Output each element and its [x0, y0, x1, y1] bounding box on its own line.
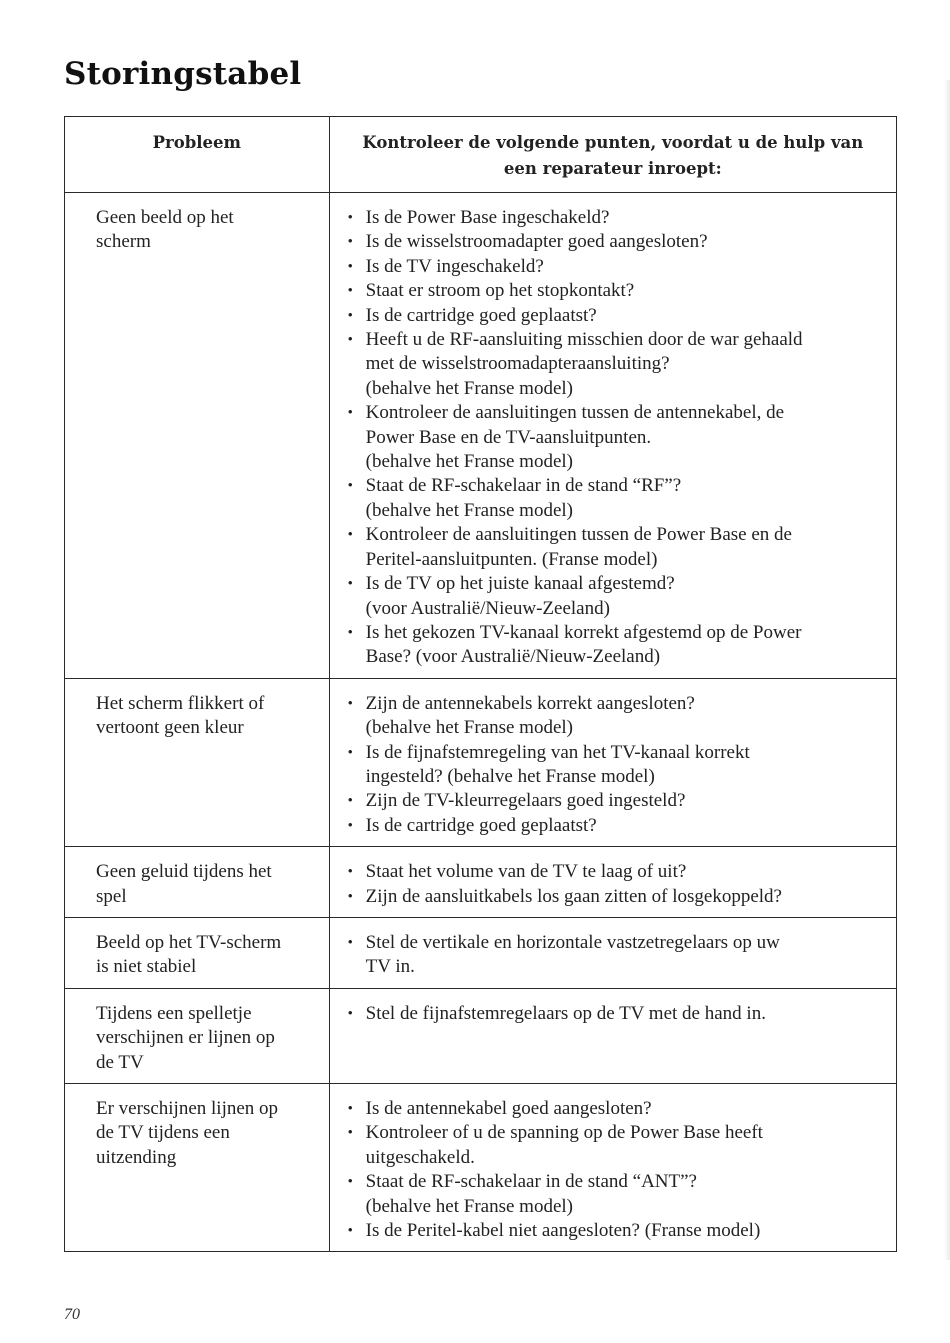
- table-row: [65, 988, 897, 1083]
- check-item: [344, 523, 892, 572]
- bullet-icon: •: [347, 744, 353, 761]
- check-item-text: Is de TV ingeschakeld?: [365, 255, 544, 277]
- bullet-icon: •: [347, 478, 353, 495]
- problem-cell: Beeld op het TV-scherm is niet stabiel: [65, 917, 330, 988]
- table-row: [65, 1084, 897, 1252]
- check-item-text: Stel de vertikale en horizontale vastzetregelaars op uw TV in.: [365, 931, 780, 978]
- check-item: [344, 230, 892, 254]
- bullet-icon: •: [347, 817, 353, 834]
- check-item: [344, 572, 892, 621]
- check-item: [344, 741, 892, 790]
- checks-cell: [329, 847, 896, 918]
- bullet-icon: •: [347, 624, 353, 641]
- table-row: [65, 193, 897, 679]
- problem-cell: Tijdens een spelletje verschijnen er lijnen op de TV: [65, 988, 330, 1083]
- check-item-text: Is de fijnafstemregeling van het TV-kanaal korrekt ingesteld? (behalve het Franse model): [365, 741, 750, 787]
- bullet-icon: •: [347, 793, 353, 810]
- check-item-text: Staat er stroom op het stopkontakt?: [365, 280, 635, 302]
- bullet-icon: •: [347, 1223, 353, 1240]
- check-list: [344, 931, 892, 980]
- checks-cell: [329, 678, 896, 846]
- header-problem: Probleem: [65, 117, 330, 193]
- check-item: [344, 1121, 892, 1170]
- bullet-icon: •: [347, 864, 353, 881]
- check-item-text: Is het gekozen TV-kanaal korrekt afgestemd op de Power Base? (voor Australië/Nieuw-Zeeland): [365, 621, 802, 668]
- bullet-icon: •: [347, 527, 353, 544]
- check-item-text: Is de Power Base ingeschakeld?: [365, 207, 610, 228]
- page-title: Storingstabel: [64, 56, 302, 92]
- bullet-icon: •: [347, 1125, 353, 1142]
- check-list: [344, 1097, 892, 1243]
- table-row: [65, 678, 897, 846]
- check-item: [344, 206, 892, 230]
- page-number: 70: [64, 1306, 80, 1323]
- problem-cell: Geen beeld op het scherm: [65, 193, 330, 679]
- check-list: [344, 1002, 892, 1026]
- check-item: [344, 401, 892, 474]
- table-row: [65, 847, 897, 918]
- check-item-text: Staat de RF-schakelaar in de stand “RF”? (behalve het Franse model): [365, 475, 682, 521]
- bullet-icon: •: [347, 888, 353, 905]
- check-item-text: Stel de fijnafstemregelaars op de TV met de hand in.: [365, 1002, 766, 1024]
- bullet-icon: •: [347, 1005, 353, 1022]
- problem-cell: Er verschijnen lijnen op de TV tijdens een uitzending: [65, 1084, 330, 1252]
- check-item: [344, 931, 892, 980]
- bullet-icon: •: [347, 1174, 353, 1191]
- check-item-text: Is de antennekabel goed aangesloten?: [365, 1098, 652, 1119]
- check-item-text: Heeft u de RF-aansluiting misschien door de war gehaald met de wisselstroomadapteraansluiting? (behalve het Franse model): [365, 329, 803, 399]
- check-item: [344, 279, 892, 303]
- check-item: [344, 1097, 892, 1121]
- check-item-text: Kontroleer of u de spanning op de Power Base heeft uitgeschakeld.: [365, 1122, 763, 1168]
- check-item: [344, 328, 892, 401]
- check-item-text: Is de wisselstroomadapter goed aangesloten?: [365, 231, 708, 253]
- check-item: [344, 304, 892, 328]
- check-item: [344, 1170, 892, 1219]
- check-item: [344, 860, 892, 884]
- bullet-icon: •: [347, 576, 353, 593]
- check-item-text: Zijn de antennekabels korrekt aangesloten? (behalve het Franse model): [365, 692, 695, 739]
- check-list: [344, 692, 892, 838]
- troubleshooting-table: [64, 116, 897, 1252]
- check-item: [344, 474, 892, 523]
- check-item-text: Zijn de TV-kleurregelaars goed ingesteld?: [365, 790, 686, 812]
- bullet-icon: •: [347, 234, 353, 251]
- problem-cell: Geen geluid tijdens het spel: [65, 847, 330, 918]
- table-header-row: [65, 117, 897, 193]
- check-item: [344, 255, 892, 279]
- check-item-text: Is de cartridge goed geplaatst?: [365, 304, 597, 326]
- check-item-text: Kontroleer de aansluitingen tussen de antennekabel, de Power Base en de TV-aansluitpunten. (behalve het Franse model): [365, 402, 785, 473]
- bullet-icon: •: [347, 405, 353, 422]
- check-item: [344, 1219, 892, 1243]
- check-list: [344, 860, 892, 909]
- page-edge-shadow: [944, 80, 950, 1260]
- check-item-text: Zijn de aansluitkabels los gaan zitten of losgekoppeld?: [365, 885, 782, 907]
- check-item: [344, 1002, 892, 1026]
- check-item-text: Is de cartridge goed geplaatst?: [365, 814, 597, 836]
- check-item-text: Kontroleer de aansluitingen tussen de Power Base en de Peritel-aansluitpunten. (Franse model): [365, 524, 792, 570]
- check-item-text: Staat de RF-schakelaar in de stand “ANT”? (behalve het Franse model): [365, 1171, 697, 1217]
- bullet-icon: •: [347, 283, 353, 300]
- bullet-icon: •: [347, 210, 353, 226]
- check-item: [344, 692, 892, 741]
- checks-cell: [329, 193, 896, 679]
- check-item: [344, 814, 892, 838]
- check-list: [344, 206, 892, 670]
- check-item-text: Is de Peritel-kabel niet aangesloten? (Franse model): [365, 1220, 761, 1242]
- bullet-icon: •: [347, 934, 353, 951]
- check-item-text: Is de TV op het juiste kanaal afgestemd? (voor Australië/Nieuw-Zeeland): [365, 573, 675, 619]
- bullet-icon: •: [347, 258, 353, 275]
- bullet-icon: •: [347, 307, 353, 324]
- check-item: [344, 885, 892, 909]
- check-item-text: Staat het volume van de TV te laag of uit?: [365, 861, 687, 883]
- problem-cell: Het scherm flikkert of vertoont geen kleur: [65, 678, 330, 846]
- table-body: [65, 193, 897, 1252]
- check-item: [344, 621, 892, 670]
- bullet-icon: •: [347, 332, 353, 349]
- checks-cell: [329, 1084, 896, 1252]
- checks-cell: [329, 988, 896, 1083]
- bullet-icon: •: [347, 1101, 353, 1117]
- bullet-icon: •: [347, 695, 353, 712]
- check-item: [344, 789, 892, 813]
- checks-cell: [329, 917, 896, 988]
- table-row: [65, 917, 897, 988]
- header-checks: Kontroleer de volgende punten, voordat u de hulp van een reparateur inroept:: [329, 117, 896, 193]
